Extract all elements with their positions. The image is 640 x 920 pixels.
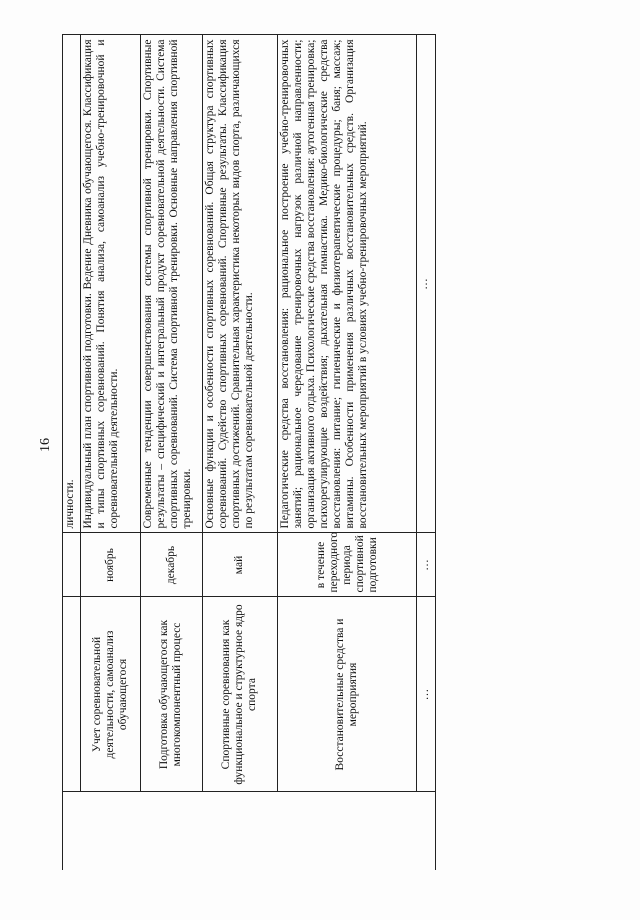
topic-cell: Восстановительные средства и мероприятия — [278, 597, 417, 792]
topic-cell: Спортивные соревнования как функциональное и структурное ядро спорта — [202, 597, 278, 792]
ellipsis-cell: … — [416, 533, 435, 597]
content-cell: Основные функции и особенности спортивных соревнований. Общая структура спортивных соревнований. Судейство спортивных соревнований. Спортивные результаты. Классификация спортивных достижений. Сравнительная характеристика некоторых видов спорта, различающихся по результатам соревновательной деятельности. — [202, 35, 278, 533]
date-cell: декабрь — [140, 533, 202, 597]
ellipsis-cell: … — [416, 35, 435, 533]
content-cell: Современные тенденции совершенствования системы спортивной тренировки. Спортивные результаты – специфический и интегральный продукт соревновательной деятельности. Система спортивных соревнований. Система спортивной тренировки. Основные направления спортивной тренировки. — [140, 35, 202, 533]
ellipsis-cell: … — [416, 597, 435, 792]
date-cell: в течение переходного периода спортивной подготовки — [278, 533, 417, 597]
table-row — [81, 35, 141, 870]
topic-cell — [63, 597, 81, 792]
table-row — [202, 35, 278, 870]
date-cell — [63, 533, 81, 597]
curriculum-table — [62, 35, 436, 871]
content-cell: личности. — [63, 35, 81, 533]
content-cell: Индивидуальный план спортивной подготовки. Ведение Дневника обучающегося. Классификация и типы спортивных соревнований. Понятия анализа, самоанализ учебно-тренировочной и соревновательной деятельности. — [81, 35, 141, 533]
rotated-page-content — [62, 35, 436, 870]
table-row — [278, 35, 417, 870]
table-row — [416, 35, 435, 870]
topic-cell: Учет соревновательной деятельности, самоанализ обучающегося — [81, 597, 141, 792]
table-row — [140, 35, 202, 870]
content-cell: Педагогические средства восстановления: рациональное построение учебно-тренировочных занятий; рациональное чередование тренировочных нагрузок различной направленности; организация активного отдыха. Психологические средства восстановления: аутогенная тренировка; психорегулирующие воздействия; дыхательная гимнастика. Медико-биологические средства восстановления: питание; гигиенические и физиотерапевтические процедуры; баня; массаж; витамины. Особенности применения различных восстановительных средств. Организация восстановительных мероприятий в условиях учебно-тренировочных мероприятий. — [278, 35, 417, 533]
empty-column-cell — [63, 792, 436, 870]
date-cell: ноябрь — [81, 533, 141, 597]
date-cell: май — [202, 533, 278, 597]
page-number: 16 — [38, 438, 53, 452]
topic-cell: Подготовка обучающегося как многокомпонентный процесс — [140, 597, 202, 792]
table-row — [63, 35, 81, 870]
